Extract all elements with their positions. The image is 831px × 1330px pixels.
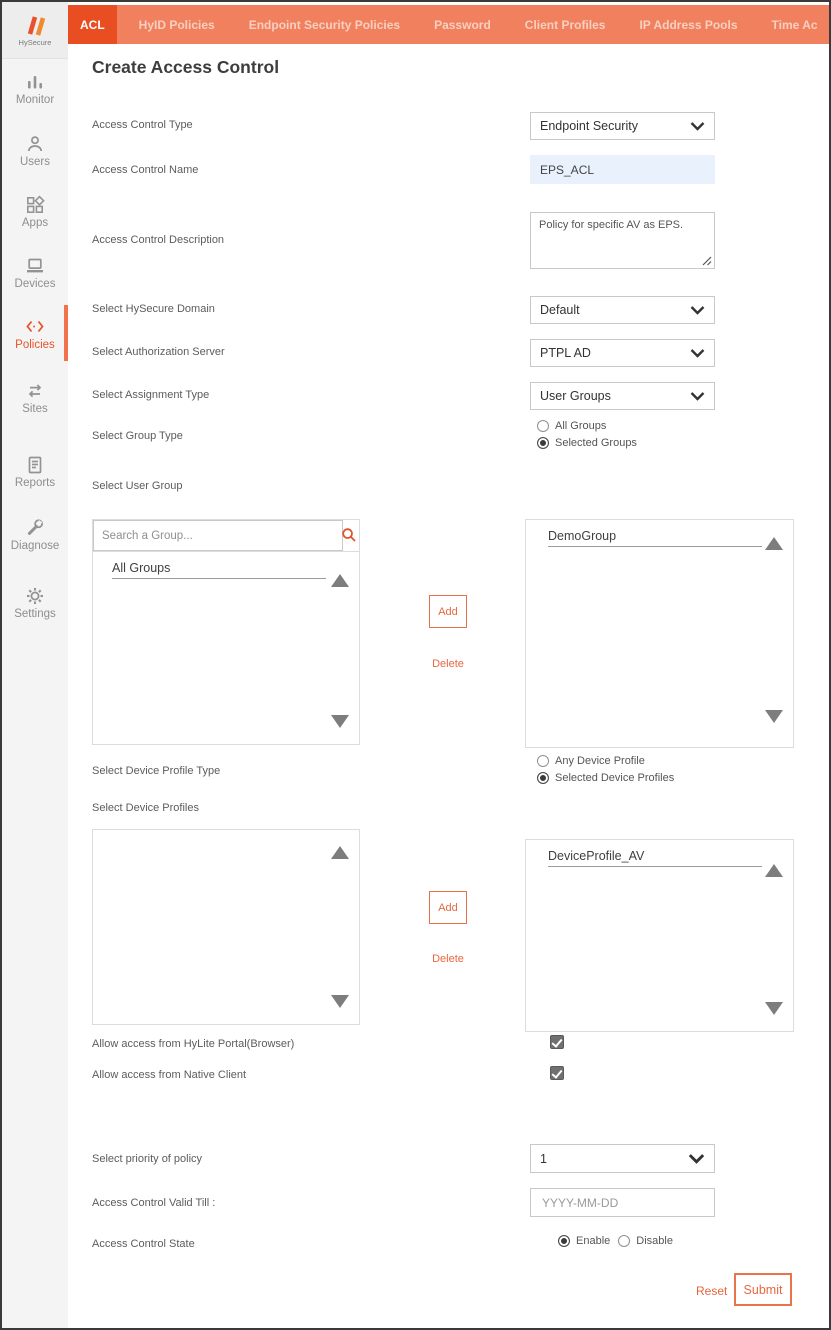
valid-till-input[interactable] (540, 1195, 705, 1211)
user-icon (24, 134, 46, 154)
scroll-up-icon[interactable] (331, 846, 349, 859)
valid-till-field (530, 1188, 715, 1217)
chevron-down-icon (688, 1154, 705, 1164)
transfer-arrows-icon (24, 381, 46, 401)
valid-till-label: Access Control Valid Till : (92, 1197, 216, 1209)
hysecure-domain-select[interactable] (530, 296, 715, 324)
sidebar-item-apps[interactable] (2, 195, 68, 229)
submit-button[interactable]: Submit (734, 1273, 792, 1306)
authorization-server-select[interactable] (530, 339, 715, 367)
sidebar-item-label: Sites (22, 403, 48, 415)
state-options (558, 1235, 673, 1247)
scroll-down-icon[interactable] (765, 710, 783, 723)
scroll-down-icon[interactable] (331, 715, 349, 728)
allow-native-checkbox[interactable] (550, 1066, 564, 1080)
all-groups-radio-label: All Groups (555, 420, 607, 432)
assignment-type-select[interactable] (530, 382, 715, 410)
selected-device-profiles-radio-label: Selected Device Profiles (555, 772, 675, 784)
sidebar-item-label: Monitor (15, 94, 55, 106)
scroll-up-icon[interactable] (765, 537, 783, 550)
enable-radio[interactable] (558, 1235, 570, 1247)
state-label: Access Control State (92, 1238, 195, 1250)
disable-radio[interactable] (618, 1235, 630, 1247)
sidebar-item-sites[interactable] (2, 381, 68, 415)
reset-button[interactable]: Reset (696, 1284, 728, 1298)
user-group-available-list (93, 551, 359, 744)
sidebar-item-users[interactable] (2, 134, 68, 168)
tab-endpoint-security-policies[interactable]: Endpoint Security Policies (248, 17, 401, 32)
authorization-server-value: PTPL AD (540, 346, 591, 360)
search-icon[interactable] (341, 527, 357, 543)
any-device-profile-radio-label: Any Device Profile (555, 755, 645, 767)
scroll-up-icon[interactable] (765, 864, 783, 877)
access-control-name-input[interactable] (530, 155, 715, 184)
priority-value: 1 (540, 1151, 547, 1166)
device-profiles-selected-box (525, 839, 794, 1032)
allow-hylite-label: Allow access from HyLite Portal(Browser) (92, 1038, 295, 1050)
brand-logo-block[interactable] (2, 2, 68, 59)
tab-ip-address-pools[interactable]: IP Address Pools (639, 17, 738, 32)
sidebar-item-label: Apps (21, 217, 49, 229)
user-group-delete-button[interactable]: Delete (432, 658, 464, 670)
device-profiles-delete-button[interactable]: Delete (432, 953, 464, 965)
allow-hylite-checkbox[interactable] (550, 1035, 564, 1049)
user-group-add-button[interactable]: Add (429, 595, 467, 628)
disable-radio-label: Disable (636, 1235, 673, 1247)
device-profile-type-label: Select Device Profile Type (92, 765, 221, 777)
tab-hyid-policies[interactable]: HyID Policies (138, 17, 215, 32)
check-icon (551, 1036, 562, 1048)
tab-acl[interactable]: ACL (68, 5, 117, 44)
apps-grid-icon (24, 195, 46, 215)
page-title: Create Access Control (92, 57, 280, 77)
device-profiles-available-box (92, 829, 360, 1025)
selected-device-profiles-option (537, 772, 674, 784)
check-icon (551, 1067, 562, 1079)
sidebar-item-label: Users (19, 156, 51, 168)
chevron-down-icon (690, 122, 705, 131)
sidebar-item-monitor[interactable] (2, 72, 68, 106)
sidebar-item-policies[interactable] (2, 317, 68, 351)
access-control-description-textarea[interactable] (530, 212, 715, 269)
select-device-profiles-label: Select Device Profiles (92, 802, 199, 814)
selected-groups-radio-label: Selected Groups (555, 437, 637, 449)
hysecure-domain-value: Default (540, 303, 580, 317)
priority-select[interactable] (530, 1144, 715, 1173)
chevron-down-icon (690, 306, 705, 315)
laptop-icon (24, 256, 46, 276)
hysecure-logo-icon (22, 13, 48, 37)
assignment-type-label: Select Assignment Type (92, 389, 210, 401)
priority-label: Select priority of policy (92, 1153, 203, 1165)
select-user-group-label: Select User Group (92, 480, 183, 492)
hysecure-domain-label: Select HySecure Domain (92, 303, 215, 315)
sidebar-item-label: Policies (15, 339, 55, 351)
sidebar-item-label: Reports (14, 477, 56, 489)
access-control-type-label: Access Control Type (92, 119, 193, 131)
group-search-row (93, 520, 359, 551)
gear-icon (24, 586, 46, 606)
enable-radio-label: Enable (576, 1235, 611, 1247)
scroll-down-icon[interactable] (331, 995, 349, 1008)
group-search-input[interactable] (93, 520, 343, 551)
resize-handle-icon[interactable] (702, 256, 712, 266)
allow-native-label: Allow access from Native Client (92, 1069, 247, 1081)
wrench-icon (24, 518, 46, 538)
sidebar-item-diagnose[interactable] (2, 518, 68, 552)
code-brackets-icon (24, 317, 46, 337)
authorization-server-label: Select Authorization Server (92, 346, 225, 358)
assignment-type-value: User Groups (540, 389, 611, 403)
sidebar-item-settings[interactable] (2, 586, 68, 620)
top-nav (68, 5, 829, 44)
scroll-down-icon[interactable] (765, 1002, 783, 1015)
chevron-down-icon (690, 392, 705, 401)
tab-password[interactable]: Password (434, 17, 491, 32)
list-item[interactable]: All Groups (112, 561, 326, 579)
access-control-description-value: Policy for specific AV as EPS. (539, 219, 684, 231)
list-item[interactable]: DeviceProfile_AV (548, 849, 762, 867)
sidebar-item-reports[interactable] (2, 455, 68, 489)
group-type-selected-option (537, 437, 637, 449)
user-group-available-box (92, 519, 360, 745)
sidebar (2, 59, 68, 1328)
access-control-type-select[interactable] (530, 112, 715, 140)
sidebar-item-label: Diagnose (10, 540, 60, 552)
selected-groups-radio[interactable] (537, 437, 549, 449)
all-groups-radio[interactable] (537, 420, 549, 432)
report-icon (24, 455, 46, 475)
list-item[interactable]: DemoGroup (548, 529, 762, 547)
selected-device-profiles-radio[interactable] (537, 772, 549, 784)
device-profiles-add-button[interactable]: Add (429, 891, 467, 924)
access-control-type-value: Endpoint Security (540, 119, 638, 133)
group-type-label: Select Group Type (92, 430, 183, 442)
user-group-selected-box (525, 519, 794, 748)
tab-client-profiles[interactable]: Client Profiles (524, 17, 606, 32)
any-device-profile-option (537, 755, 645, 767)
sidebar-item-label: Settings (14, 608, 56, 620)
access-control-name-value: EPS_ACL (540, 162, 595, 177)
sidebar-item-devices[interactable] (2, 256, 68, 290)
access-control-description-label: Access Control Description (92, 234, 225, 246)
sidebar-item-label: Devices (14, 278, 56, 290)
tab-time-access[interactable]: Time Ac (771, 17, 818, 32)
chevron-down-icon (690, 349, 705, 358)
bar-chart-icon (24, 72, 46, 92)
scroll-up-icon[interactable] (331, 574, 349, 587)
sidebar-active-indicator (64, 305, 68, 361)
brand-logo-text: HySecure (18, 38, 52, 47)
any-device-profile-radio[interactable] (537, 755, 549, 767)
access-control-name-label: Access Control Name (92, 164, 199, 176)
group-type-all-option (537, 420, 606, 432)
